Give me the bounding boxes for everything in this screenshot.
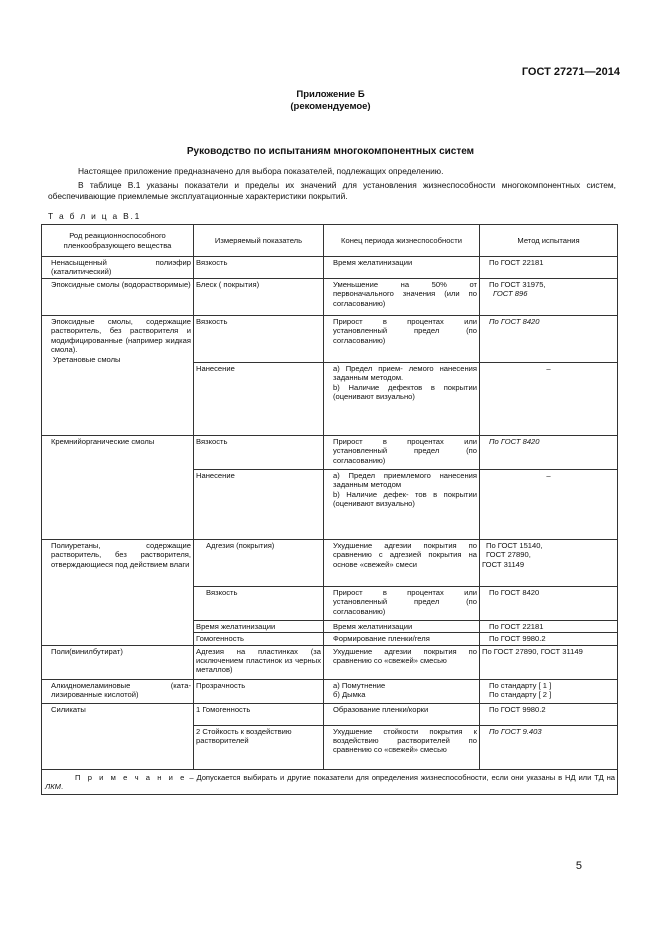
intro-paragraph-1: Настоящее приложение предназначено для выбора показателей, подлежащих определению.: [78, 166, 444, 176]
indicator-cell: Нанесение: [194, 469, 324, 539]
intro-paragraph-2: В таблице В.1 указаны показатели и пределы их значений для установления жизнеспособности многокомпонентных систем, обеспечивающие приемлемые эксплуатационные характеристики покрытий.: [48, 180, 616, 202]
method-cell: –: [480, 469, 618, 539]
note-tail: ЛКМ: [45, 782, 62, 792]
table-note-row: [42, 769, 618, 795]
note-text: – Допускается выбирать и другие показатели для определения жизнеспособности, если они указаны в НД или ТД на: [186, 772, 615, 782]
method-standard: ГОСТ 896: [493, 289, 528, 299]
end-cell: Ухудшение адгезии покрытия по сравнению с адгезией покрытия на основе «свежей» смеси: [324, 539, 480, 586]
table-row: [42, 315, 618, 362]
note-end: .: [61, 782, 64, 792]
table-row: [42, 278, 618, 315]
substance-cell: [42, 315, 194, 435]
substance-cell: Эпоксидные смолы (водорастворимые): [42, 278, 194, 315]
table-row: [42, 257, 618, 279]
method-line: По стандарту [ 2 ]: [489, 690, 552, 700]
method-standard: По ГОСТ 8420: [489, 316, 540, 326]
end-line: b) Наличие дефек- тов в покрытии (оценивают визуально): [333, 489, 477, 509]
header-indicator: Измеряемый показатель: [194, 225, 324, 257]
indicator-cell: 1 Гомогенность: [194, 703, 324, 725]
end-cell: Время желатинизации: [324, 620, 480, 632]
table-header-row: [42, 225, 618, 257]
end-line: b) Наличие дефектов в покрытии (оценивают визуально): [333, 382, 477, 402]
annex-status: (рекомендуемое): [290, 101, 371, 112]
method-standard: По ГОСТ 8420: [489, 436, 540, 446]
end-cell: Ухудшение адгезии покрытия по сравнению со «свежей» смесью: [324, 645, 480, 679]
page-number: 5: [575, 860, 582, 872]
substance-cell: Кремнийорганические смолы: [42, 435, 194, 539]
method-cell: По ГОСТ 22181: [480, 620, 618, 632]
end-cell: [324, 469, 480, 539]
method-line: По стандарту [ 1 ]: [489, 680, 552, 690]
indicator-cell: Вязкость: [194, 257, 324, 279]
annex-title: Приложение Б: [296, 89, 365, 100]
method-cell: По ГОСТ 8420: [480, 586, 618, 620]
indicator-cell: Вязкость: [194, 315, 324, 362]
end-line: б) Дымка: [333, 690, 366, 700]
method-cell: По ГОСТ 27890, ГОСТ 31149: [480, 645, 618, 679]
indicator-cell: Адгезия (покрытия): [194, 539, 324, 586]
method-cell: По ГОСТ 9980.2: [480, 703, 618, 725]
method-cell: [480, 278, 618, 315]
indicator-cell: Гомогенность: [194, 633, 324, 645]
substance-line: Уретановые смолы: [53, 355, 121, 365]
table-row: [42, 435, 618, 469]
end-cell: Прирост в процентах или установленный предел (по согласованию): [324, 315, 480, 362]
method-line: ГОСТ 27890,: [486, 550, 531, 560]
indicator-cell: Нанесение: [194, 362, 324, 435]
end-cell: Образование пленки/корки: [324, 703, 480, 725]
method-line: По ГОСТ 15140,: [486, 540, 543, 550]
method-cell: [480, 315, 618, 362]
end-cell: Время желатинизации: [324, 257, 480, 279]
method-line: По ГОСТ 31975,: [489, 279, 546, 289]
header-end-of-life: Конец периода жизнеспособности: [324, 225, 480, 257]
header-test-method: Метод испытания: [480, 225, 618, 257]
table-row: [42, 645, 618, 679]
indicator-cell: Вязкость: [194, 586, 324, 620]
method-cell: [480, 679, 618, 703]
method-cell: По ГОСТ 22181: [480, 257, 618, 279]
method-line: [489, 289, 615, 298]
end-cell: Прирост в процентах или установленный предел (по согласованию): [324, 435, 480, 469]
indicator-cell: Адгезия на пластинках (за исключением пластинок из черных металлов): [194, 645, 324, 679]
table-note: [42, 769, 618, 795]
end-cell: Ухудшение стойкости покрытия к воздействию растворителей по сравнению со «свежей» смесью: [324, 725, 480, 769]
note-label: П р и м е ч а н и е: [75, 772, 187, 782]
end-cell: Прирост в процентах или установленный предел (по согласованию): [324, 586, 480, 620]
indicator-cell: Время желатинизации: [194, 620, 324, 632]
end-line: а) Помутнение: [333, 680, 386, 690]
table-row: [42, 703, 618, 725]
end-cell: Уменьшение на 50% от первоначального значения (или по согласованию): [324, 278, 480, 315]
method-cell: По ГОСТ 9980.2: [480, 633, 618, 645]
substance-cell: Поли(винилбутират): [42, 645, 194, 679]
method-standard: По ГОСТ 9.403: [489, 726, 542, 736]
substance-cell: Ненасыщенный полиэфир (каталитический): [42, 257, 194, 279]
method-cell: [480, 435, 618, 469]
indicator-cell: Блеск ( покрытия): [194, 278, 324, 315]
substance-line: Эпоксидные смолы, содержащие растворитель, без растворителя и модифицированные (например жидкая смола).: [51, 316, 191, 355]
end-line: а) Предел приемлемого нанесения заданным методом: [333, 470, 477, 490]
substance-cell: Алкидномеламиновые (катализированные кислотой): [42, 679, 194, 703]
section-title: Руководство по испытаниям многокомпонентных систем: [186, 146, 475, 157]
substance-cell: Полиуретаны, содержащие растворитель, без растворителя, отверждающиеся под действием влаги: [42, 539, 194, 645]
standard-number: ГОСТ 27271—2014: [521, 66, 620, 78]
end-cell: Формирование пленки/геля: [324, 633, 480, 645]
indicator-cell: Прозрачность: [194, 679, 324, 703]
indicator-cell: 2 Стойкость к воздействию растворителей: [194, 725, 324, 769]
table-row: [42, 539, 618, 586]
method-line: ГОСТ 31149: [482, 559, 525, 569]
method-cell: –: [480, 362, 618, 435]
test-guide-table: [41, 224, 618, 795]
substance-cell: Силикаты: [42, 703, 194, 769]
table-row: [42, 679, 618, 703]
method-cell: [480, 539, 618, 586]
end-cell: [324, 362, 480, 435]
table-caption: Т а б л и ц а В.1: [48, 211, 142, 221]
header-substance: Род реакционноспособного пленкообразующего вещества: [42, 225, 194, 257]
method-cell: [480, 725, 618, 769]
end-line: а) Предел прием- лемого нанесения заданным методом.: [333, 363, 477, 383]
end-cell: [324, 679, 480, 703]
indicator-cell: Вязкость: [194, 435, 324, 469]
